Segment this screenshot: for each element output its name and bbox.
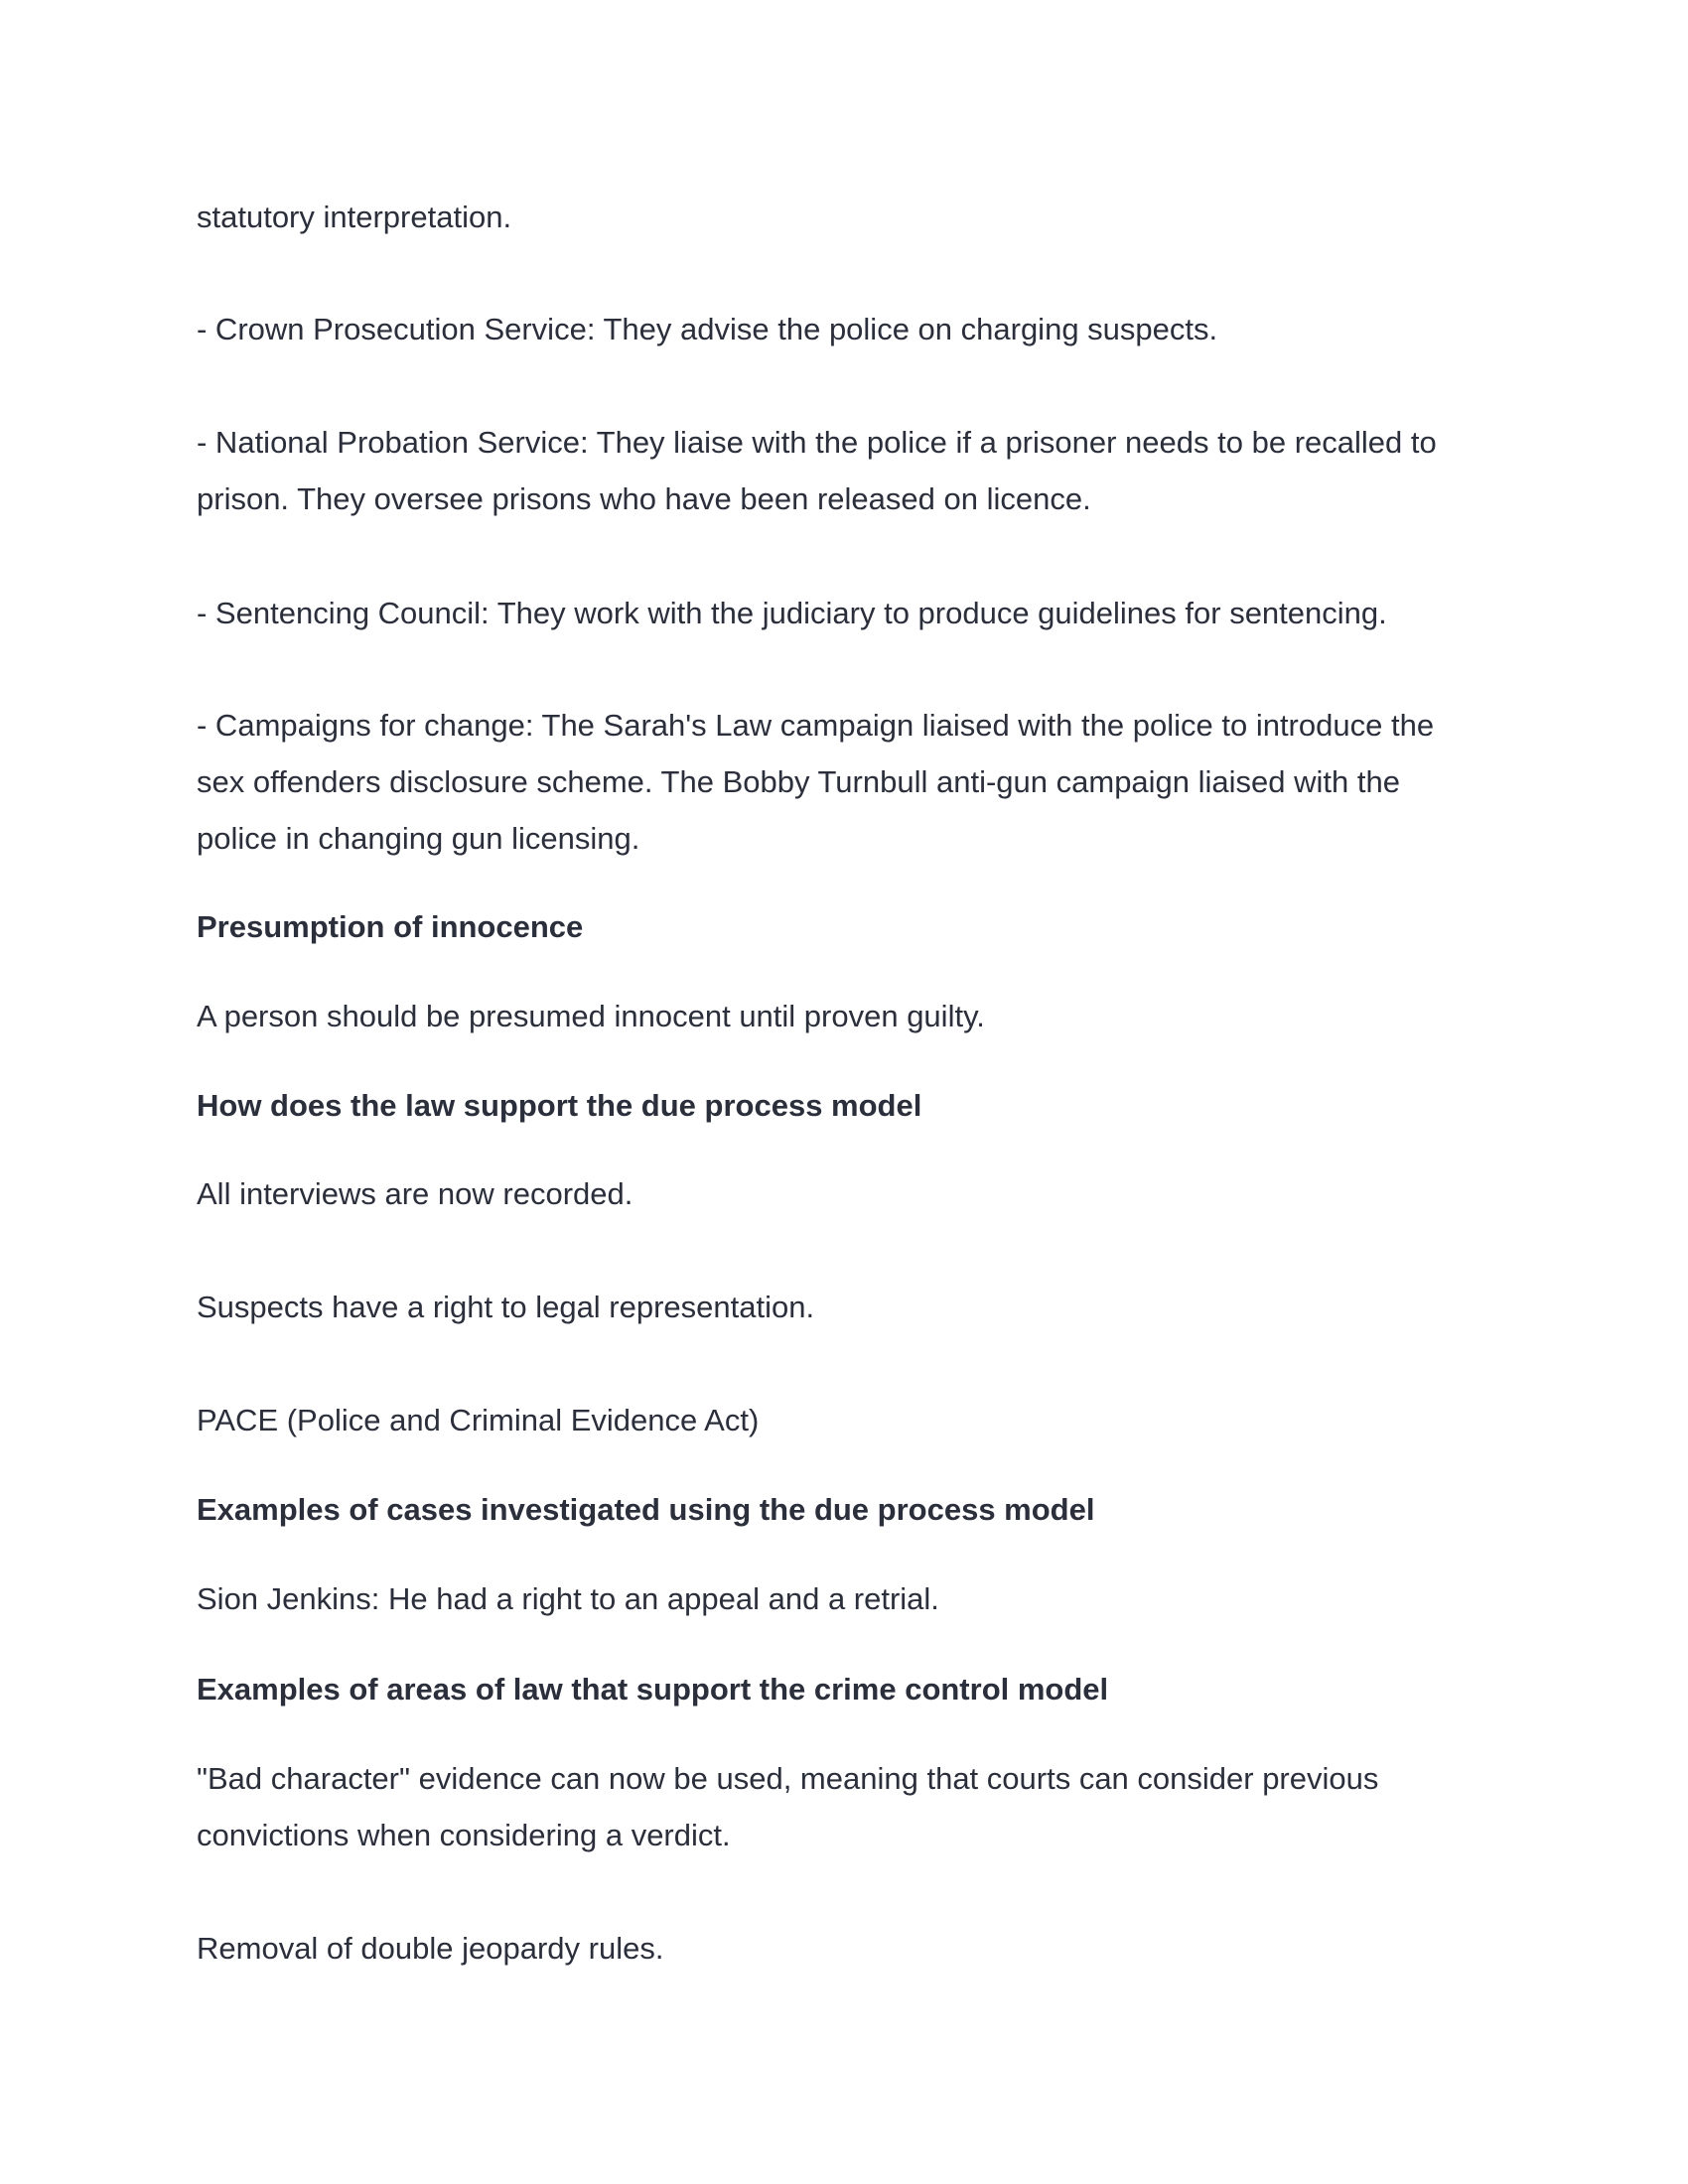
- paragraph: "Bad character" evidence can now be used, meaning that courts can consider previous convictions when considering a verdict.: [197, 1761, 1379, 1852]
- section-heading: Examples of cases investigated using the due process model: [197, 1492, 1095, 1527]
- section-heading: Examples of areas of law that support the crime control model: [197, 1672, 1109, 1706]
- paragraph: A person should be presumed innocent until proven guilty.: [197, 999, 985, 1033]
- paragraph: Removal of double jeopardy rules.: [197, 1931, 664, 1966]
- paragraph: - Campaigns for change: The Sarah's Law campaign liaised with the police to introduce the sex offenders disclosure scheme. The Bobby Turnbull anti-gun campaign liaised with the police in changing gun licensing.: [197, 708, 1435, 856]
- paragraph: - National Probation Service: They liaise with the police if a prisoner needs to be recalled to prison. They oversee prisons who have been released on licence.: [197, 425, 1437, 516]
- paragraph: - Sentencing Council: They work with the judiciary to produce guidelines for sentencing.: [197, 596, 1387, 630]
- paragraph: All interviews are now recorded.: [197, 1176, 633, 1211]
- paragraph: Suspects have a right to legal representation.: [197, 1290, 815, 1324]
- paragraph: PACE (Police and Criminal Evidence Act): [197, 1403, 760, 1437]
- section-heading: Presumption of innocence: [197, 909, 584, 944]
- section-heading: How does the law support the due process model: [197, 1088, 922, 1123]
- paragraph: Sion Jenkins: He had a right to an appeal and a retrial.: [197, 1581, 939, 1616]
- paragraph: statutory interpretation.: [197, 200, 512, 234]
- paragraph: - Crown Prosecution Service: They advise the police on charging suspects.: [197, 312, 1218, 346]
